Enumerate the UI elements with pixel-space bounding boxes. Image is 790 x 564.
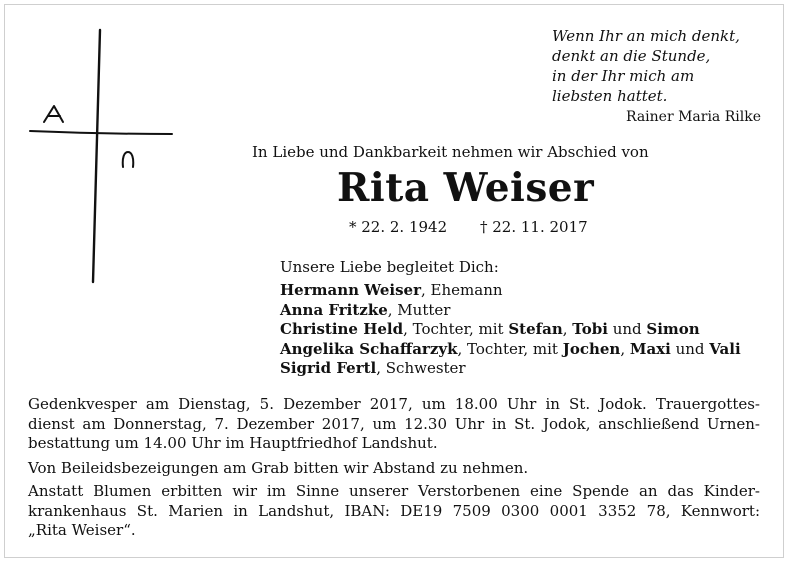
mourner-name: Christine Held	[280, 320, 404, 339]
paragraph-line: Gedenkvesper am Dienstag, 5. Dezember 2017, um 18.00 Uhr in St. Jodok. Trauergottes-	[28, 395, 760, 413]
death-date: † 22. 11. 2017	[480, 218, 588, 236]
paragraph-line: dienst am Donnerstag, 7. Dezember 2017, um 12.30 Uhr in St. Jodok, anschließend Urnen-	[28, 414, 760, 433]
alpha-symbol	[44, 106, 63, 122]
condolences-paragraph	[28, 459, 760, 479]
mourners-list	[280, 281, 741, 379]
paragraph-line: „Rita Weiser“.	[28, 521, 136, 540]
mourner-line	[280, 359, 741, 379]
mourner-line	[280, 320, 741, 340]
poem-line: in der Ihr mich am	[552, 67, 695, 85]
separator: und	[607, 320, 647, 339]
grandchild-name: Jochen	[562, 339, 621, 358]
separator: ,	[562, 320, 573, 339]
mourner-relation: , Tochter, mit	[403, 320, 509, 339]
grandchild-name: Maxi	[629, 339, 671, 358]
poem-author: Rainer Maria Rilke	[625, 109, 761, 125]
mourner-name: Hermann Weiser	[280, 281, 421, 299]
mourner-relation: , Schwester	[376, 359, 466, 378]
paragraph-line: krankenhaus St. Marien in Landshut, IBAN: DE19 7509 0300 0001 3352 78, Kennwort:	[28, 501, 760, 520]
mourners-intro: Unsere Liebe begleitet Dich:	[280, 258, 499, 276]
mourner-line	[280, 281, 741, 301]
grandchild-name: Simon	[646, 320, 700, 339]
separator: und	[670, 339, 710, 358]
mourner-relation: , Ehemann	[421, 281, 503, 299]
service-paragraph	[28, 395, 760, 454]
poem-line: liebsten hattet.	[552, 87, 668, 105]
grandchild-name: Stefan	[508, 320, 563, 339]
mourner-line	[280, 301, 741, 321]
mourner-relation: , Mutter	[387, 300, 451, 319]
poem	[552, 26, 772, 106]
deceased-name: Rita Weiser	[337, 165, 595, 211]
donation-paragraph	[28, 482, 760, 541]
poem-line: Wenn Ihr an mich denkt,	[552, 27, 740, 45]
grandchild-name: Tobi	[572, 320, 608, 339]
farewell-intro: In Liebe und Dankbarkeit nehmen wir Abschied von	[252, 143, 649, 161]
mourner-name: Sigrid Fertl	[280, 359, 377, 378]
paragraph-line: bestattung um 14.00 Uhr im Hauptfriedhof Landshut.	[28, 434, 438, 453]
mourner-name: Angelika Schaffarzyk	[280, 339, 458, 358]
grandchild-name: Vali	[709, 339, 741, 358]
paragraph-line: Von Beileidsbezeigungen am Grab bitten wir Abstand zu nehmen.	[28, 459, 529, 477]
birth-date: * 22. 2. 1942	[349, 218, 448, 236]
mourner-name: Anna Fritzke	[280, 300, 388, 319]
separator: ,	[620, 339, 630, 358]
cross-icon	[0, 0, 200, 290]
mourner-relation: , Tochter, mit	[457, 339, 563, 358]
poem-line: denkt an die Stunde,	[552, 47, 711, 65]
paragraph-line: Anstatt Blumen erbitten wir im Sinne unserer Verstorbenen eine Spende an das Kinder-	[28, 482, 760, 500]
omega-symbol	[123, 152, 134, 167]
mourner-line	[280, 340, 741, 360]
